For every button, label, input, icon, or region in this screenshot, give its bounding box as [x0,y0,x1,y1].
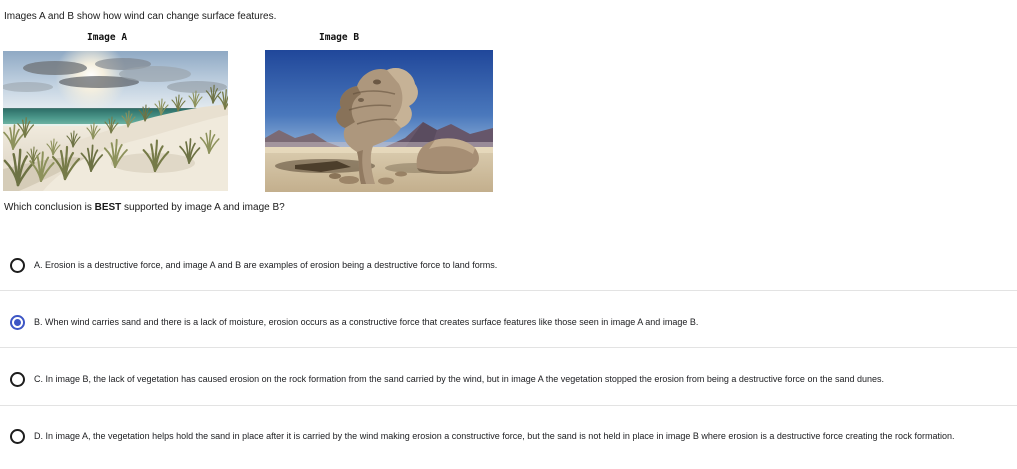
question-prefix: Which conclusion is [4,202,95,213]
question-suffix: supported by image A and image B? [121,202,285,213]
option-label-d[interactable]: D. In image A, the vegetation helps hold the sand in place after it is carried by the wind making erosion a constructive force, but the sand is not held in place in image B where erosion is a destructive force creating the rock formation. [34,430,955,441]
question-emphasis: BEST [94,202,122,213]
intro-text: Images A and B show how wind can change surface features. [4,11,277,22]
option-row-a[interactable] [0,250,1017,280]
option-label-b[interactable]: B. When wind carries sand and there is a lack of moisture, erosion occurs as a constructive force that creates surface features like those seen in image A and image B. [34,316,699,327]
radio-option-d[interactable] [10,429,25,444]
image-a-label: Image A [87,32,128,43]
radio-option-a[interactable] [10,258,25,273]
option-divider [0,290,1017,291]
radio-option-b[interactable] [10,315,25,330]
radio-option-c[interactable] [10,372,25,387]
option-label-a[interactable]: A. Erosion is a destructive force, and image A and B are examples of erosion being a destructive force to land forms. [34,259,498,270]
option-row-d[interactable] [0,421,1017,451]
option-row-b[interactable] [0,307,1017,337]
image-b-photo [265,50,493,192]
option-label-c[interactable]: C. In image B, the lack of vegetation has caused erosion on the rock formation from the sand carried by the wind, but in image A the vegetation stopped the erosion from being a destructive force on the sand dunes. [34,373,885,384]
image-b-label: Image B [319,32,360,43]
option-row-c[interactable] [0,364,1017,394]
option-divider [0,405,1017,406]
image-a-photo [3,51,228,191]
option-divider [0,347,1017,348]
question-text [4,202,285,214]
